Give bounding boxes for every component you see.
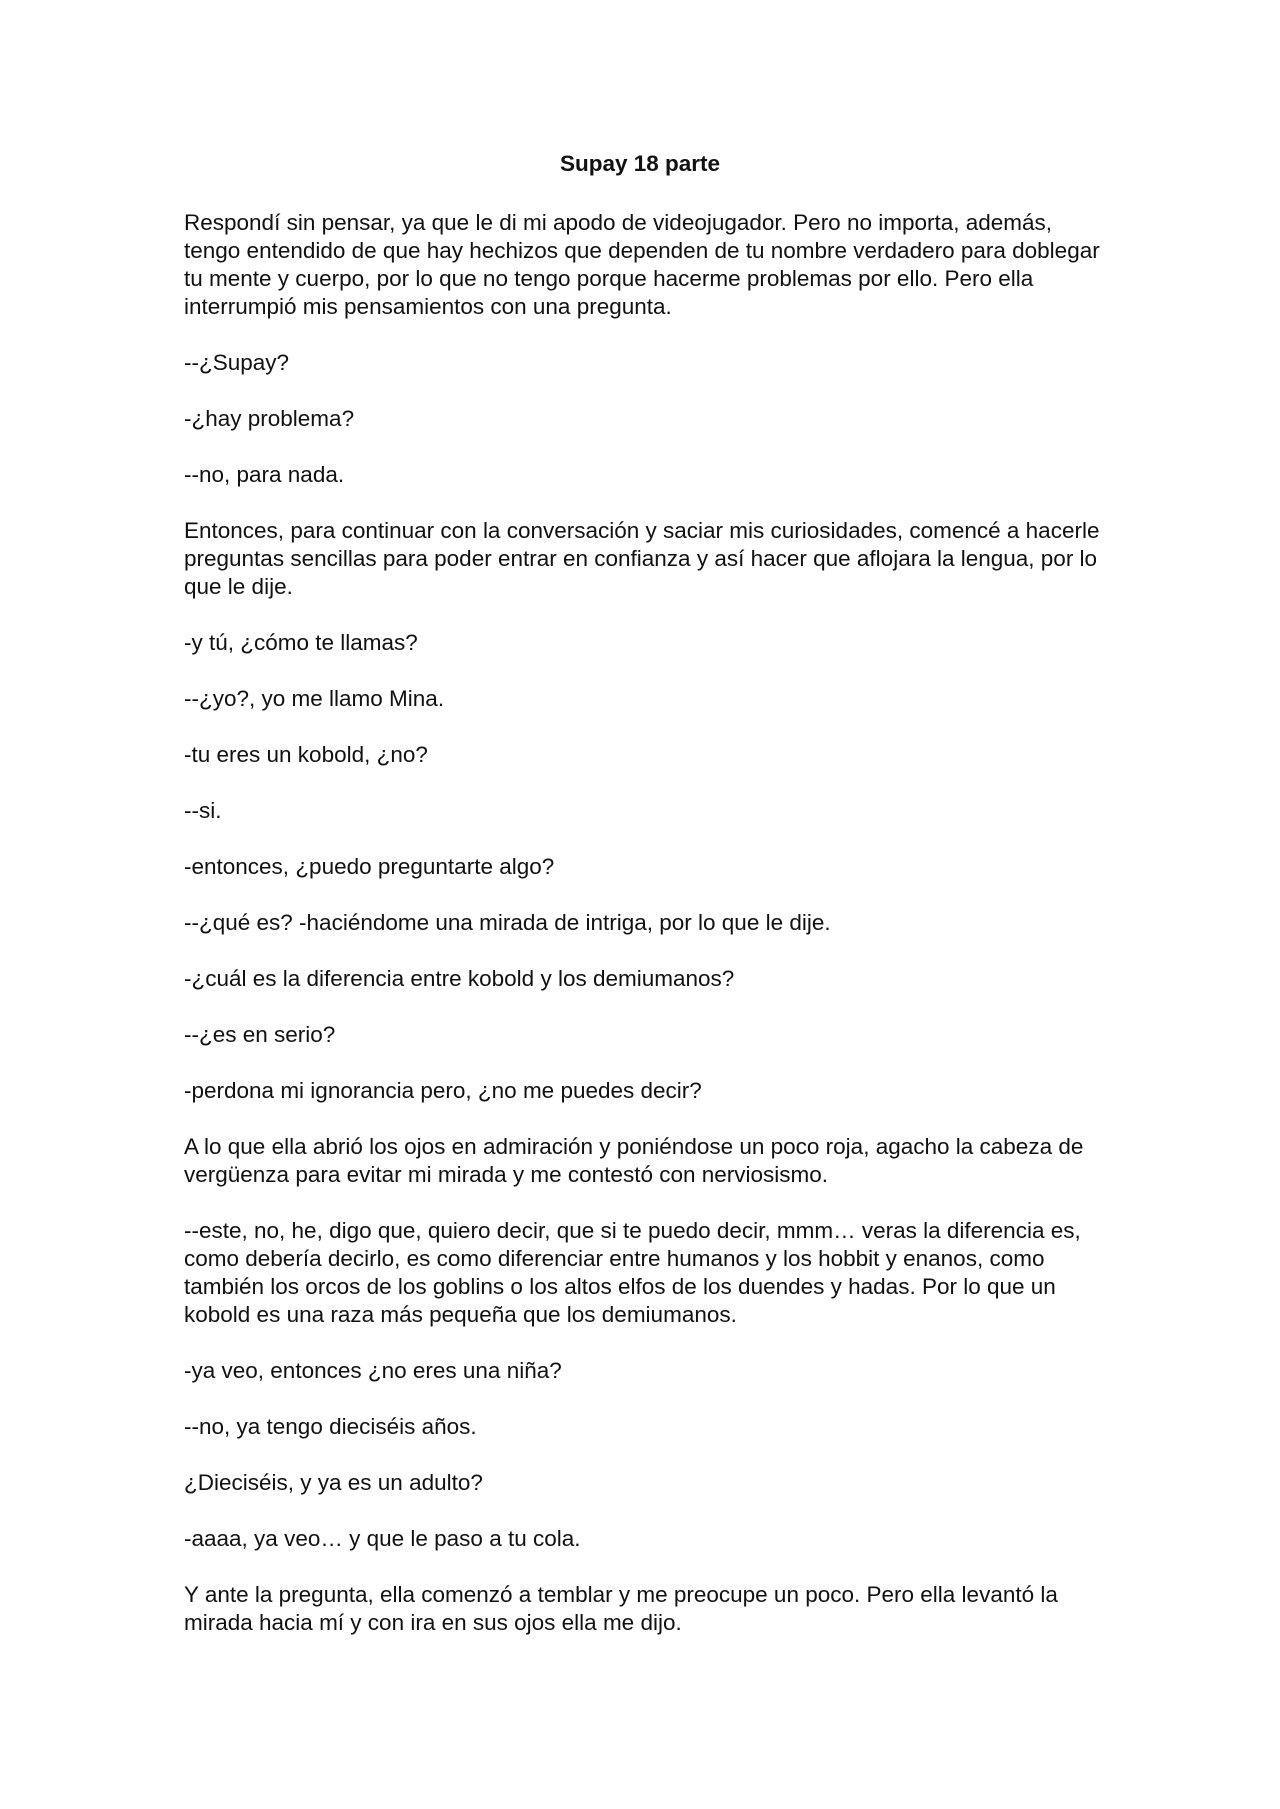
paragraph: --no, ya tengo dieciséis años. — [184, 1414, 477, 1439]
paragraph: Y ante la pregunta, ella comenzó a temblar y me preocupe un poco. Pero ella levantó la mirada hacia mí y con ira en sus ojos ella me dijo. — [184, 1582, 1058, 1635]
paragraph: --no, para nada. — [184, 462, 345, 487]
paragraph: ¿Dieciséis, y ya es un adulto? — [184, 1470, 483, 1495]
document-body — [184, 209, 1114, 1665]
paragraph: --este, no, he, digo que, quiero decir, que si te puedo decir, mmm… veras la diferencia es, como debería decirlo, es como diferenciar entre humanos y los hobbit y enanos, como también los orcos de los goblins o los altos elfos de los duendes y hadas. Por lo que un kobold es una raza más pequeña que los demiumanos. — [184, 1218, 1081, 1327]
paragraph: --¿es en serio? — [184, 1022, 336, 1047]
paragraph: -entonces, ¿puedo preguntarte algo? — [184, 854, 555, 879]
document-title: Supay 18 parte — [559, 151, 721, 176]
paragraph: --¿Supay? — [184, 350, 290, 375]
paragraph: --si. — [184, 798, 222, 823]
paragraph: -y tú, ¿cómo te llamas? — [184, 630, 418, 655]
paragraph: --¿yo?, yo me llamo Mina. — [184, 686, 445, 711]
paragraph: -ya veo, entonces ¿no eres una niña? — [184, 1358, 562, 1383]
paragraph: Entonces, para continuar con la conversación y saciar mis curiosidades, comencé a hacerle preguntas sencillas para poder entrar en confianza y así hacer que aflojara la lengua, por lo que le dije. — [184, 518, 1100, 599]
paragraph: Respondí sin pensar, ya que le di mi apodo de videojugador. Pero no importa, además, tengo entendido de que hay hechizos que dependen de tu nombre verdadero para doblegar tu mente y cuerpo, por lo que no tengo porque hacerme problemas por ello. Pero ella interrumpió mis pensamientos con una pregunta. — [184, 210, 1100, 319]
paragraph: -tu eres un kobold, ¿no? — [184, 742, 428, 767]
paragraph: --¿qué es? -haciéndome una mirada de intriga, por lo que le dije. — [184, 910, 831, 935]
paragraph: A lo que ella abrió los ojos en admiración y poniéndose un poco roja, agacho la cabeza de vergüenza para evitar mi mirada y me contestó con nerviosismo. — [184, 1134, 1084, 1187]
paragraph: -¿hay problema? — [184, 406, 355, 431]
paragraph: -¿cuál es la diferencia entre kobold y los demiumanos? — [184, 966, 735, 991]
paragraph: -perdona mi ignorancia pero, ¿no me puedes decir? — [184, 1078, 702, 1103]
paragraph: -aaaa, ya veo… y que le paso a tu cola. — [184, 1526, 581, 1551]
